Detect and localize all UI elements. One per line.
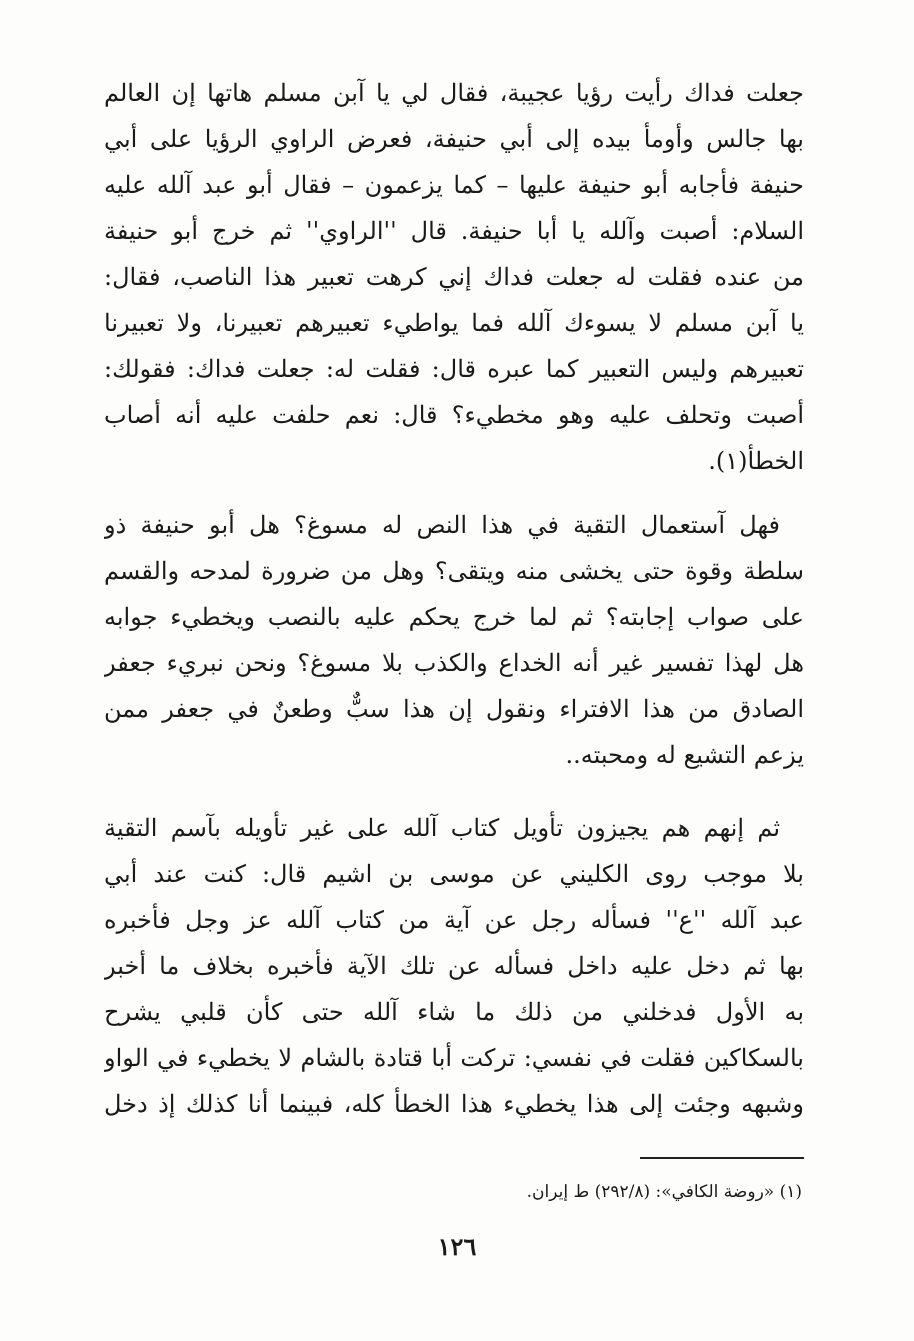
text-line: أصبت وتحلف عليه وهو مخطيء؟ قال: نعم حلفت عليه أنه أصاب <box>104 401 804 429</box>
text-line: جعلت فداك رأيت رؤيا عجيبة، فقال لي يا آبن مسلم هاتها إن العالم <box>104 79 804 107</box>
page-number: ١٢٦ <box>437 1232 477 1261</box>
footnote: (١) «روضة الكافي»: (٢٩٢/٨) ط إيران. <box>526 1182 802 1202</box>
text-line: بلا موجب روى الكليني عن موسى بن اشيم قال: كنت عند أبي <box>104 860 804 888</box>
text-line: عبد آلله ''ع'' فسأله رجل عن آية من كتاب آلله عز وجل فأخبره <box>104 906 804 934</box>
paragraph-2 <box>104 502 804 778</box>
text-line: ثم إنهم هم يجيزون تأويل كتاب آلله على غير تأويله بآسم التقية <box>104 814 780 842</box>
text-line: فهل آستعمال التقية في هذا النص له مسوغ؟ هل أبو حنيفة ذو <box>104 511 780 539</box>
text-line: تعبيرهم وليس التعبير كما عبره قال: فقلت له: جعلت فداك: فقولك: <box>104 355 804 383</box>
text-line: السلام: أصبت وآلله يا أبا حنيفة. قال ''الراوي'' ثم خرج أبو حنيفة <box>104 217 804 245</box>
text-line: على صواب إجابته؟ ثم لما خرج يحكم عليه بالنصب ويخطيء جوابه <box>104 603 804 631</box>
paragraph-1 <box>104 70 804 484</box>
text-line: بالسكاكين فقلت في نفسي: تركت أبا قتادة بالشام لا يخطيء في الواو <box>104 1044 804 1072</box>
text-line: حنيفة فأجابه أبو حنيفة عليها – كما يزعمون – فقال أبو عبد آلله عليه <box>104 171 804 199</box>
text-line: بها ثم دخل عليه داخل فسأله عن تلك الآية فأخبره بخلاف ما أخبر <box>104 952 804 980</box>
text-line: به الأول فدخلني من ذلك ما شاء آلله حتى كأن قلبي يشرح <box>104 998 804 1026</box>
text-line: هل لهذا تفسير غير أنه الخداع والكذب بلا مسوغ؟ ونحن نبريء جعفر <box>104 649 804 677</box>
text-line: وشبهه وجئت إلى هذا يخطيء هذا الخطأ كله، فبينما أنا كذلك إذ دخل <box>104 1090 804 1118</box>
text-line: بها جالس وأومأ بيده إلى أبي حنيفة، فعرض الراوي الرؤيا على أبي <box>104 125 804 153</box>
text-line: سلطة وقوة حتى يخشى منه ويتقى؟ وهل من ضرورة لمدحه والقسم <box>104 557 804 585</box>
paragraph-3 <box>104 805 804 1127</box>
text-line: الصادق من هذا الافتراء ونقول إن هذا سبٌّ وطعنٌ في جعفر ممن <box>104 695 804 723</box>
text-line: يزعم التشيع له ومحبته.. <box>565 741 804 769</box>
text-line: يا آبن مسلم لا يسوءك آلله فما يواطيء تعبيرهم تعبيرنا، ولا تعبيرنا <box>104 309 804 337</box>
text-line: الخطأ(١). <box>708 447 804 475</box>
text-line: من عنده فقلت له جعلت فداك إني كرهت تعبير هذا الناصب، فقال: <box>104 263 804 291</box>
footnote-separator <box>640 1157 804 1159</box>
